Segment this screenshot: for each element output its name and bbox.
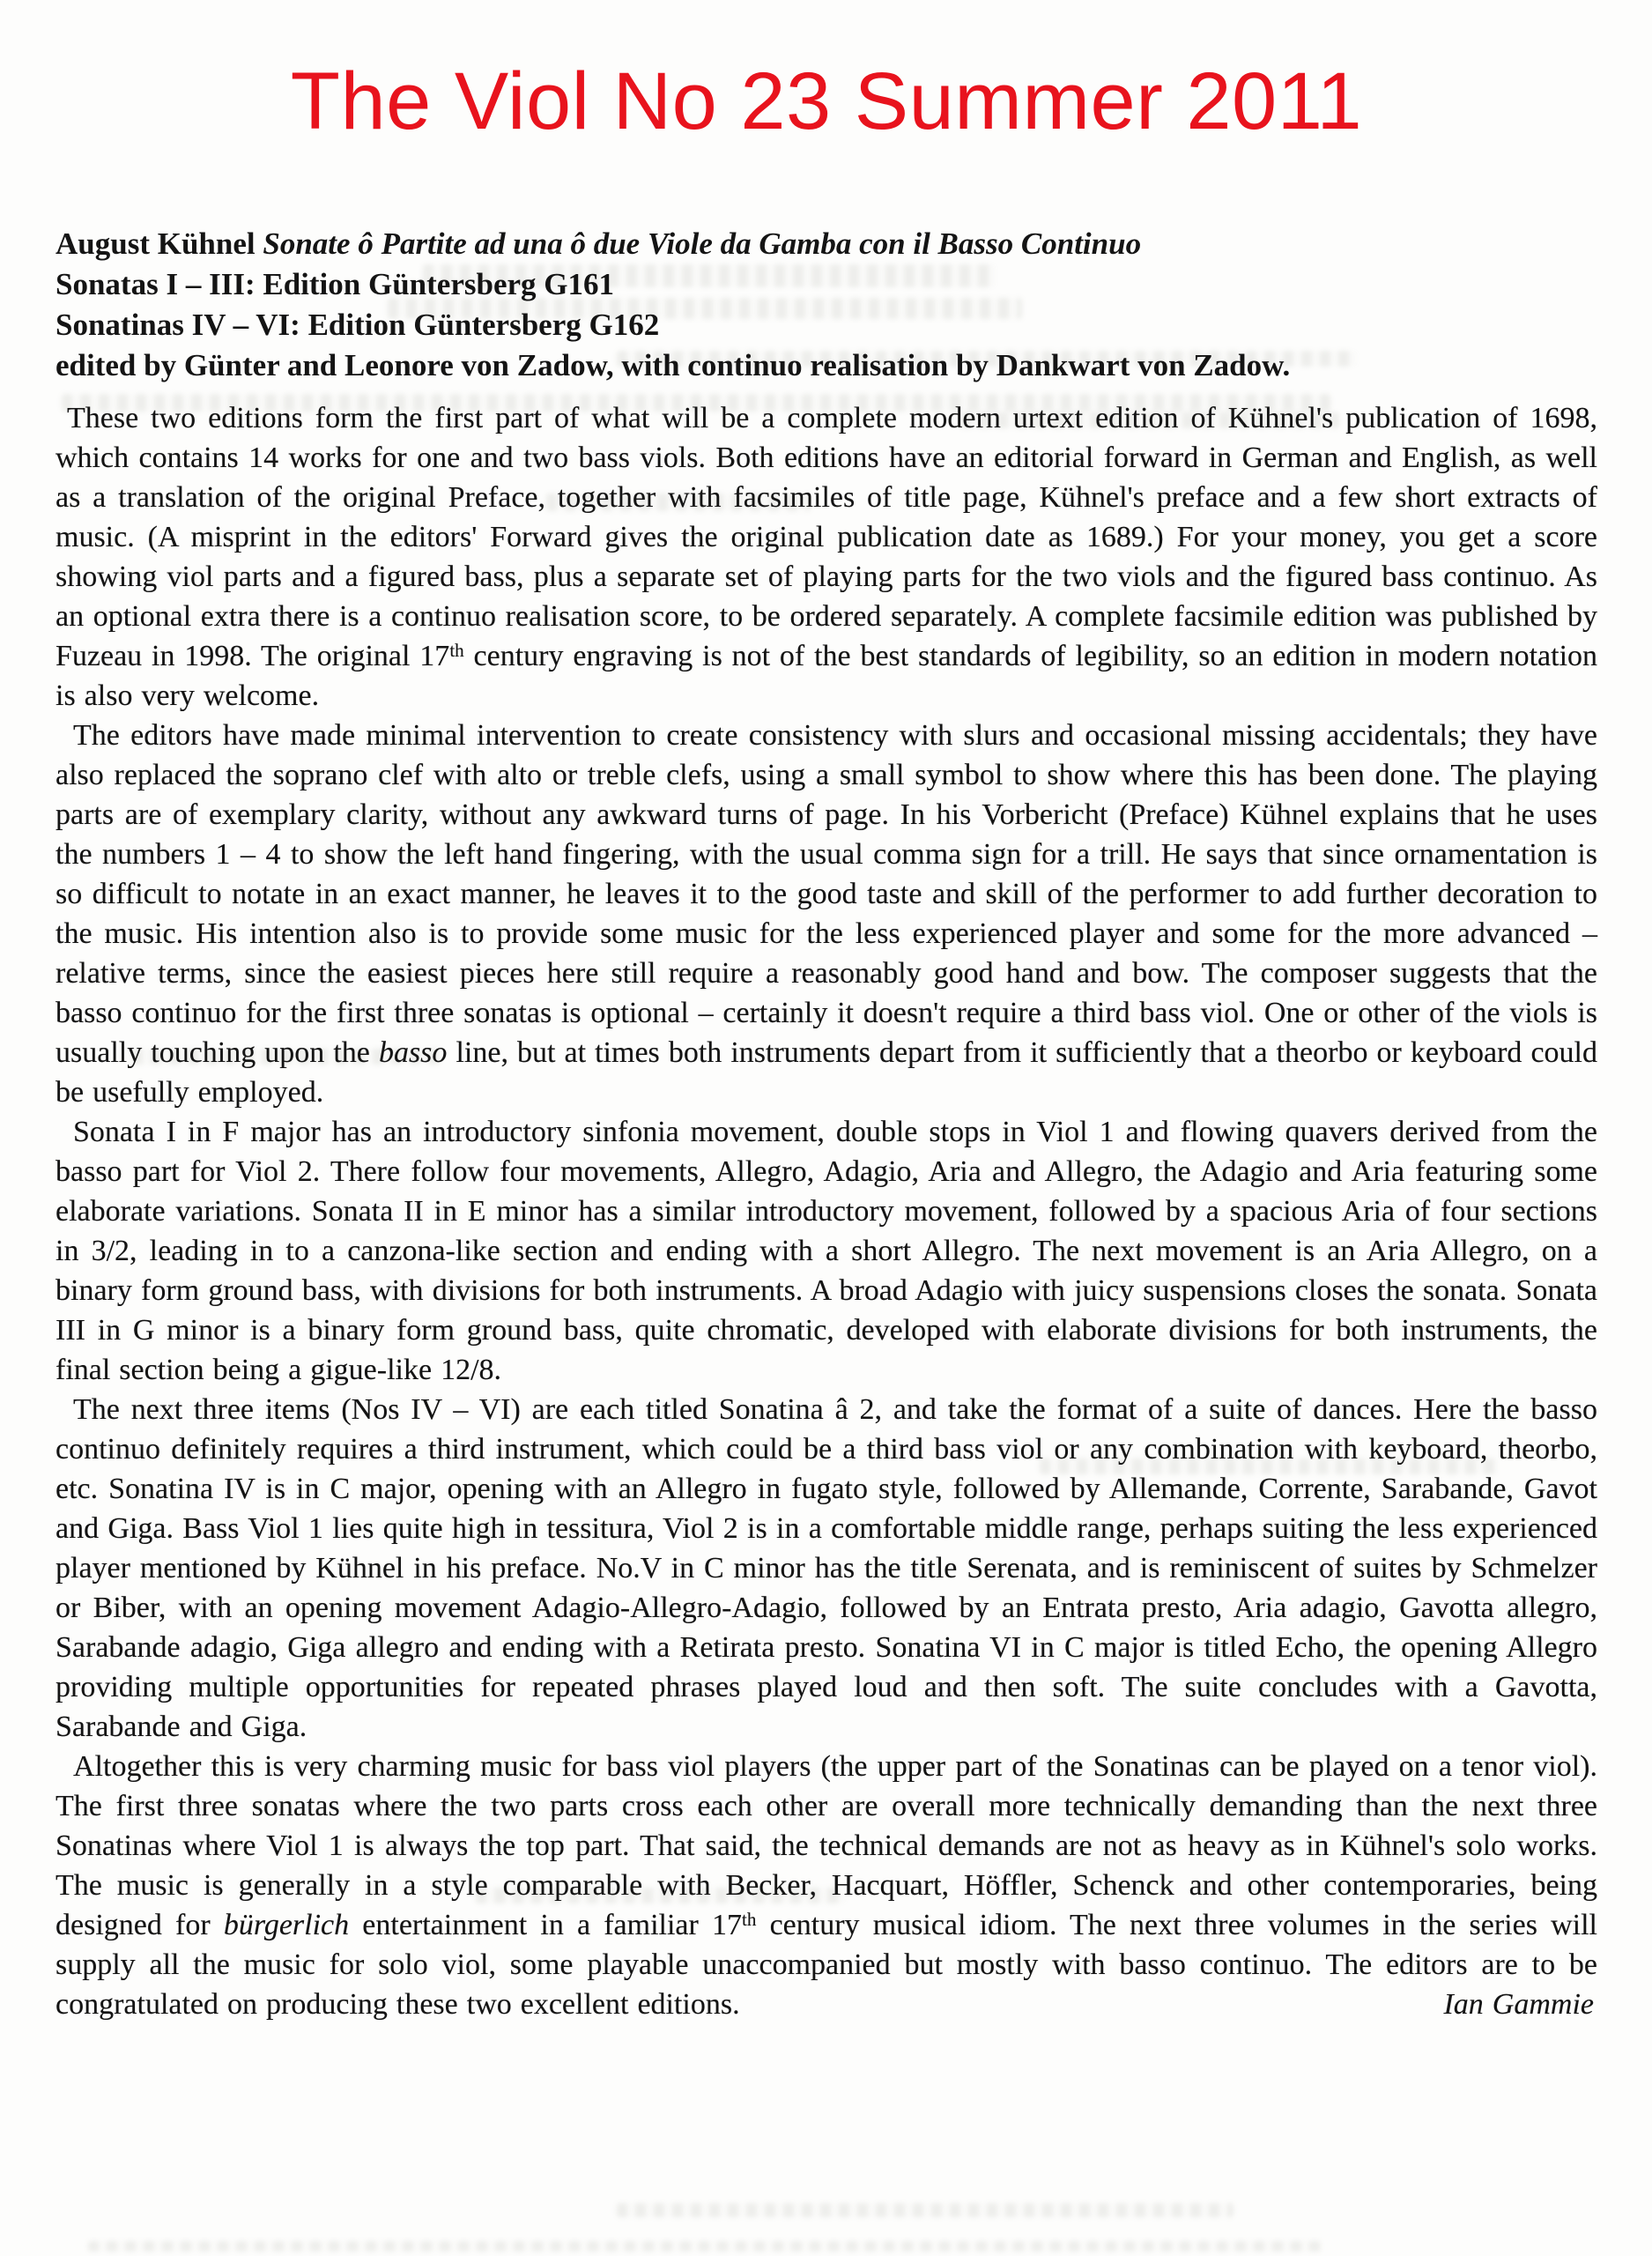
page-title: The Viol No 23 Summer 2011: [290, 56, 1363, 146]
work-title-line: August Kühnel Sonate ô Partite ad una ô due Viole da Gamba con il Basso Continuo: [56, 226, 1142, 262]
bleedthrough-smudge: [88, 2241, 1322, 2252]
reviewer-byline: Ian Gammie: [1443, 1988, 1594, 2022]
paragraph-editions-overview: These two editions form the first part of what will be a complete modern urtext edition of Kühnel's publication of 1698, which contains 14 works for one and two bass viols. Both editions have an editorial forward in German and English, as well as a translation of the original Preface, together with facsimiles of title page, Kühnel's preface and a few short extracts of music. (A misprint in the editors' Forward gives the original publication date as 1689.) For your money, you get a score showing viol parts and a figured bass, plus a separate set of playing parts for the two viols and the figured bass continuo. As an optional extra there is a continuo realisation score, to be ordered separately. A complete facsimile edition was published by Fuzeau in 1998. The original 17th century engraving is not of the best standards of legibility, so an edition in modern notation is also very welcome.: [56, 402, 1598, 713]
edition-line-sonatas: Sonatas I – III: Edition Güntersberg G161: [56, 267, 614, 302]
editors-line: edited by Günter and Leonore von Zadow, with continuo realisation by Dankwart von Zadow.: [56, 348, 1291, 383]
paragraph-editorial-approach: The editors have made minimal intervention to create consistency with slurs and occasional missing accidentals; they have also replaced the soprano clef with alto or treble clefs, using a small symbol to show where this has been done. The playing parts are of exemplary clarity, without any awkward turns of page. In his Vorbericht (Preface) Kühnel explains that he uses the numbers 1 – 4 to show the left hand fingering, with the usual comma sign for a trill. He says that since ornamentation is so difficult to notate in an exact manner, he leaves it to the good taste and skill of the performer to add further decoration to the music. His intention also is to provide some music for the less experienced player and some for the more advanced – relative terms, since the easiest pieces here still require a reasonably good hand and bow. The composer suggests that the basso continuo for the first three sonatas is optional – certainly it doesn't require a third bass viol. One or other of the viols is usually touching upon the basso line, but at times both instruments depart from it sufficiently that a theorbo or keyboard could be usefully employed.: [56, 719, 1597, 1109]
paragraph-sonatas-1-3: Sonata I in F major has an introductory sinfonia movement, double stops in Viol 1 and flowing quavers derived from the basso part for Viol 2. There follow four movements, Allegro, Adagio, Aria and Allegro, the Adagio and Aria featuring some elaborate variations. Sonata II in E minor has a similar introductory movement, followed by a spacious Aria of four sections in 3/2, leading in to a canzona-like section and ending with a short Allegro. The next movement is an Aria Allegro, on a binary form ground bass, with divisions for both instruments. A broad Adagio with juicy suspensions closes the sonata. Sonata III in G minor is a binary form ground bass, quite chromatic, developed with elaborate divisions for both instruments, the final section being a gigue-like 12/8.: [56, 1116, 1597, 1387]
review-header: [56, 224, 1597, 386]
review-body: [56, 398, 1597, 2024]
bleedthrough-smudge: [617, 2203, 1233, 2217]
edition-line-sonatinas: Sonatinas IV – VI: Edition Güntersberg G162: [56, 308, 660, 343]
paragraph-conclusion-text: Altogether this is very charming music for bass viol players (the upper part of the Sonatinas can be played on a tenor viol). The first three sonatas where the two parts cross each other are overall more technically demanding than the next three Sonatinas where Viol 1 is always the top part. That said, the technical demands are not as heavy as in Kühnel's solo works. The music is generally in a style comparable with Becker, Hacquart, Höffler, Schenck and other contemporaries, being designed for bürgerlich entertainment in a familiar 17th century musical idiom. The next three volumes in the series will supply all the music for solo viol, some playable unaccompanied but mostly with basso continuo. The editors are to be congratulated on producing these two excellent editions.: [56, 1750, 1597, 2022]
paragraph-sonatinas-4-6: The next three items (Nos IV – VI) are each titled Sonatina â 2, and take the format of a suite of dances. Here the basso continuo definitely requires a third instrument, which could be a third bass viol or any combination with keyboard, theorbo, etc. Sonatina IV is in C major, opening with an Allegro in fugato style, followed by Allemande, Corrente, Sarabande, Gavot and Giga. Bass Viol 1 lies quite high in tessitura, Viol 2 is in a comfortable middle range, perhaps suiting the less experienced player mentioned by Kühnel in his preface. No.V in C minor has the title Serenata, and is reminiscent of suites by Schmelzer or Biber, with an opening movement Adagio-Allegro-Adagio, followed by an Entrata presto, Aria adagio, Gavotta allegro, Sarabande adagio, Giga allegro and ending with a Retirata presto. Sonatina VI in C major is titled Echo, the opening Allegro providing multiple opportunities for repeated phrases played loud and then soft. The suite concludes with a Gavotta, Sarabande and Giga.: [56, 1393, 1597, 1744]
paragraph-conclusion: [56, 1747, 1597, 2024]
